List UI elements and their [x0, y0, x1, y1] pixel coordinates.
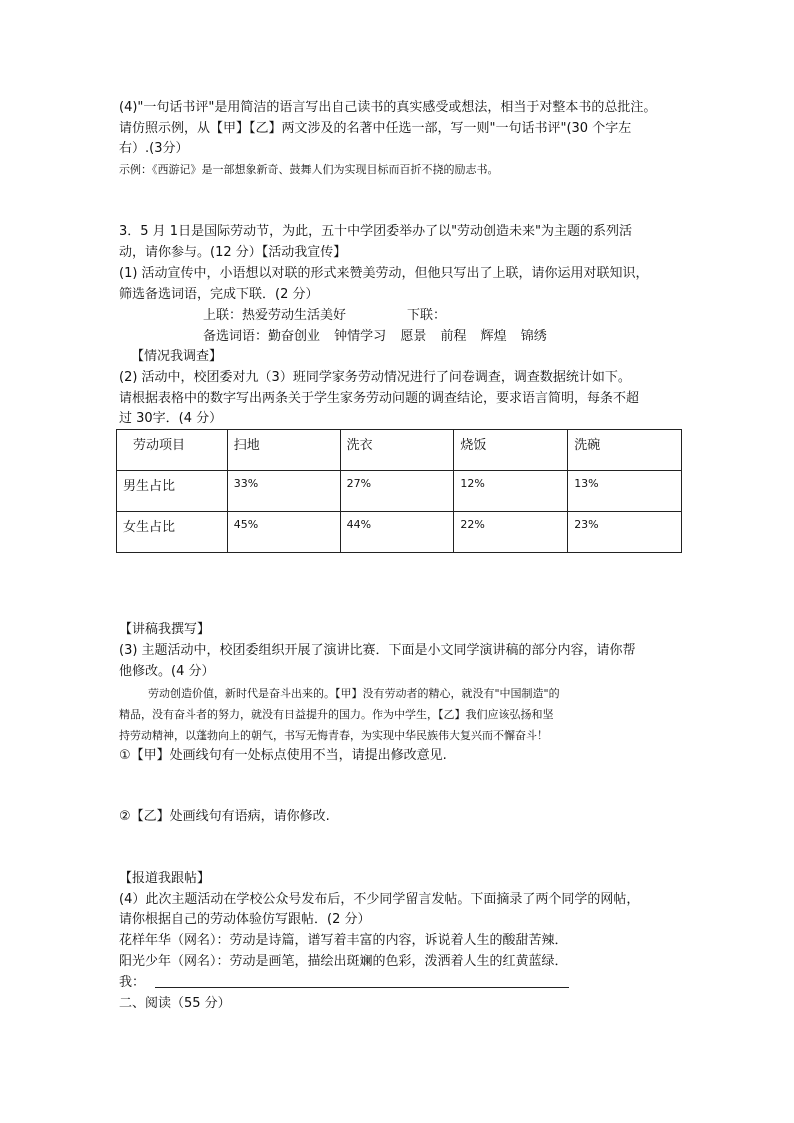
speech-sub1: ①【甲】处画线句有一处标点使用不当，请提出修改意见. — [119, 748, 447, 763]
header-cell: 洗衣 — [340, 430, 454, 471]
table-row — [117, 471, 682, 512]
table-cell: 27% — [340, 471, 454, 512]
table-cell: 33% — [227, 471, 340, 512]
candidate-word: 前程 — [440, 329, 467, 344]
table-cell: 22% — [454, 512, 568, 553]
table-cell: 23% — [568, 512, 682, 553]
couplet-upper: 上联：热爱劳动生活美好 — [203, 308, 347, 323]
q3-p3-line2: 他修改。(4 分） — [119, 664, 215, 679]
q3-p1-line2: 筛选备选词语，完成下联．(2 分） — [119, 287, 319, 302]
q3-p2-line2: 请根据表格中的数字写出两条关于学生家务劳动问题的调查结论，要求语言简明，每条不超 — [119, 391, 640, 406]
table-cell: 13% — [568, 471, 682, 512]
speech-line2: 精品，没有奋斗者的努力，就没有日益提升的国力。作为中学生，【乙】我们应该弘扬和坚 — [119, 708, 554, 721]
q4-book-example: 示例：《西游记》是一部想象新奇、鼓舞人们为实现目标而百折不挠的励志书。 — [119, 163, 499, 176]
part2-title: 二、阅读（55 分） — [119, 996, 231, 1011]
section-survey: 【情况我调查】 — [131, 349, 223, 364]
answer-blank-line — [155, 987, 569, 988]
q3-intro-line1: 3．5 月 1日是国际劳动节，为此，五十中学团委举办了以"劳动创造未来"为主题的系列活 — [119, 224, 633, 239]
candidate-word: 辉煌 — [480, 329, 507, 344]
survey-table — [116, 429, 682, 553]
table-cell: 12% — [454, 471, 568, 512]
row-label: 男生占比 — [117, 471, 228, 512]
header-cell: 劳动项目 — [117, 430, 228, 471]
candidates-row — [203, 327, 547, 347]
speech-line1: 劳动创造价值，新时代是奋斗出来的。【甲】没有劳动者的精心，就没有"中国制造"的 — [148, 687, 560, 700]
q4-book-line3: 右）.(3分） — [119, 141, 189, 156]
q3-p2-line1: (2) 活动中，校团委对九（3）班同学家务劳动情况进行了问卷调查，调查数据统计如下。 — [119, 370, 631, 385]
q3-p4-line2: 请你根据自己的劳动体验仿写跟帖．(2 分） — [119, 912, 371, 927]
table-row — [117, 512, 682, 553]
row-label: 女生占比 — [117, 512, 228, 553]
table-cell: 45% — [227, 512, 340, 553]
speech-sub2: ②【乙】处画线句有语病，请你修改. — [119, 809, 330, 824]
section-report: 【报道我跟帖】 — [119, 871, 211, 886]
speech-line3: 持劳动精神，以蓬勃向上的朝气，书写无悔青春，为实现中华民族伟大复兴而不懈奋斗！ — [119, 729, 548, 742]
post-1: 花样年华（网名）：劳动是诗篇，谱写着丰富的内容，诉说着人生的酸甜苦辣． — [119, 933, 568, 948]
q4-book-line2: 请仿照示例，从【甲】【乙】两文涉及的名著中任选一部，写一则"一句话书评"(30 个字左 — [119, 121, 632, 136]
candidates-label: 备选词语： — [203, 329, 269, 344]
me-label: 我： — [119, 975, 146, 990]
candidate-word: 勤奋创业 — [268, 329, 321, 344]
couplet-lower-label: 下联： — [407, 308, 447, 323]
q3-intro-line2: 动，请你参与。(12 分）【活动我宣传】 — [119, 245, 347, 260]
table-header-row — [117, 430, 682, 471]
header-cell: 洗碗 — [568, 430, 682, 471]
table-cell: 44% — [340, 512, 454, 553]
header-cell: 烧饭 — [454, 430, 568, 471]
q3-p1-line1: (1) 活动宣传中，小语想以对联的形式来赞美劳动，但他只写出了上联，请你运用对联知识， — [119, 266, 649, 281]
candidate-word: 钟情学习 — [334, 329, 387, 344]
q3-p2-line3: 过 30字．(4 分） — [119, 411, 223, 426]
q4-book-line1: (4)"一句话书评"是用简洁的语言写出自己读书的真实感受或想法，相当于对整本书的总批注。 — [119, 100, 657, 115]
candidate-word: 愿景 — [400, 329, 427, 344]
q3-p3-line1: (3) 主题活动中，校团委组织开展了演讲比赛．下面是小文同学演讲稿的部分内容，请你帮 — [119, 643, 636, 658]
section-speech: 【讲稿我撰写】 — [119, 622, 211, 637]
post-2: 阳光少年（网名）：劳动是画笔，描绘出斑斓的色彩，泼洒着人生的红黄蓝绿． — [119, 954, 568, 969]
header-cell: 扫地 — [227, 430, 340, 471]
q3-p4-line1: (4）此次主题活动在学校公众号发布后，不少同学留言发帖。下面摘录了两个同学的网帖， — [119, 892, 640, 907]
candidate-word: 锦绣 — [520, 329, 547, 344]
